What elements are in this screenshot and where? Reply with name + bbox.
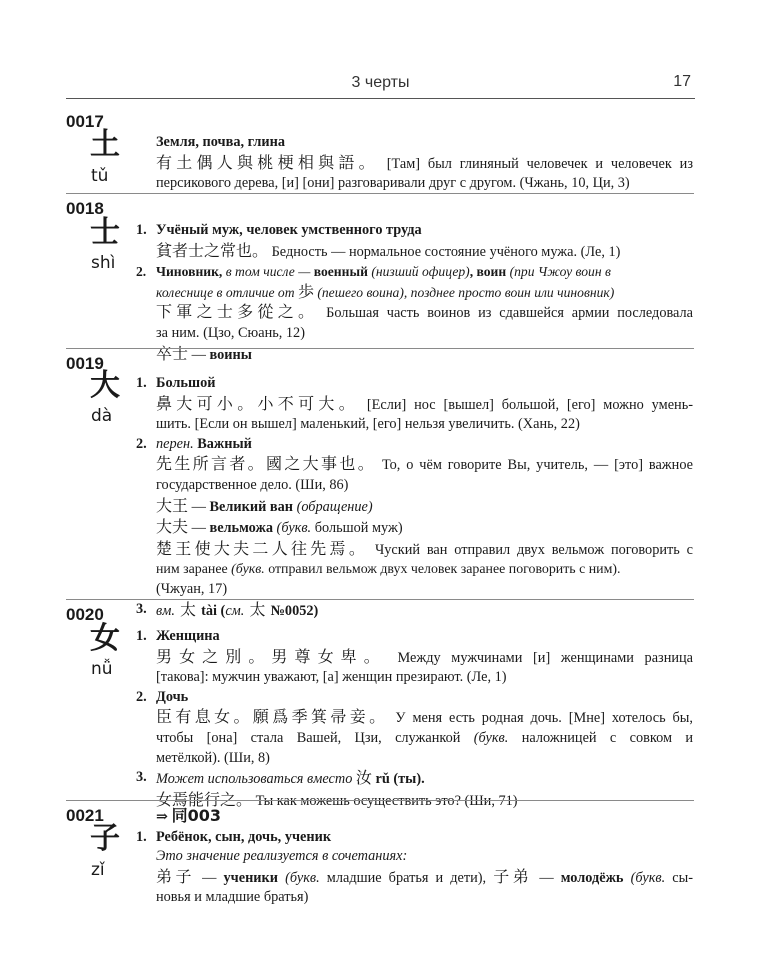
headword-pinyin: shì [91, 253, 116, 273]
entry-divider [66, 348, 694, 349]
entry-divider [66, 800, 694, 801]
example-translation: Большая часть воинов из сдавшейся армии последовала [326, 305, 693, 322]
sense-1 [136, 627, 693, 647]
compound-meaning: вельможа [209, 520, 273, 537]
example-line [156, 454, 693, 476]
sense-marker: 3. [136, 600, 147, 617]
definition-chinese: 太 [174, 599, 202, 619]
example-translation-cont: персикового дерева, [и] [они] разговаривали друг с другом. (Чжань, 10, Ци, 3) [156, 175, 630, 192]
example-translation-cont: [такова]: мужчин уважают, [а] женщин презирают. (Ле, 1) [156, 669, 507, 686]
text: ним заранее [156, 562, 232, 578]
sense-marker: 3. [136, 769, 147, 786]
example-source: (Чжуан, 17) [156, 580, 228, 597]
dash: — [188, 498, 210, 515]
sense-marker: 1. [136, 828, 147, 845]
compound-note: младшие братья и дети), [319, 869, 494, 886]
header-rule [66, 98, 695, 99]
entry-divider [66, 599, 694, 600]
cross-reference: 同003 [171, 806, 221, 825]
compound-line [156, 496, 693, 518]
compound-note: (обращение) [293, 498, 373, 515]
definition: Земля, почва, глина [156, 134, 286, 150]
example-chinese: 男女之別。男尊女卑。 [156, 646, 387, 666]
entry-number: 0018 [66, 199, 104, 218]
text: ( [216, 602, 226, 619]
definition-chinese: 汝 [355, 768, 372, 788]
text: наложницей с совком и [508, 729, 694, 746]
pinyin: tài [201, 602, 217, 619]
sense-1 [136, 828, 693, 848]
definition: Ребёнок, сын, дочь, ученик [156, 828, 332, 845]
example-translation: Чуский ван отправил двух вельмож поговорить с [374, 541, 693, 558]
example-translation-cont: метёлкой). (Ши, 8) [156, 749, 270, 766]
compound-note: сы- [665, 869, 693, 886]
example-chinese: 下軍之士多從之。 [156, 302, 319, 322]
definition: Важный [193, 435, 252, 452]
compound-note: большой муж) [311, 520, 403, 537]
example-line [156, 647, 693, 669]
headword-character: 子 [90, 822, 120, 855]
example-line [156, 707, 693, 729]
example-chinese: 貧者士之常也。 [156, 240, 269, 260]
definition-note: вм. [156, 602, 175, 619]
example-line [156, 539, 693, 561]
entry-number: 0017 [66, 112, 104, 131]
example-translation-cont [156, 560, 693, 580]
definition-chinese: 歩 [297, 281, 314, 301]
example-translation: Бедность — нормальное состояние учёного мужа. (Ле, 1) [271, 243, 621, 260]
definition-note: в том числе — [222, 264, 314, 280]
example-translation-cont: за ним. (Цзо, Сюань, 12) [156, 324, 305, 341]
headword-pinyin: zǐ [91, 860, 105, 880]
entry-divider [66, 193, 694, 194]
compound-line [156, 867, 693, 889]
entry-number: 0020 [66, 605, 104, 624]
compound-note: (букв. [278, 869, 320, 886]
definition-part: , воин [469, 264, 510, 280]
example-translation-cont: государственное дело. (Ши, 86) [156, 476, 349, 493]
example-line [156, 153, 693, 175]
cross-reference-line [156, 806, 693, 828]
usage-note: Это значение реализуется в сочетаниях: [156, 848, 408, 865]
pinyin: rǔ [371, 771, 390, 788]
text-italic: (букв. [473, 729, 509, 746]
entry-body [156, 133, 693, 194]
sense-marker: 1. [136, 222, 147, 238]
example-chinese: 女焉能行之。 [156, 789, 253, 809]
compound-line [156, 517, 693, 539]
definition: (ты). [389, 771, 425, 788]
definition: Женщина [156, 628, 220, 644]
entry-body [136, 374, 693, 621]
headword-character: 士 [90, 216, 120, 249]
example-line [156, 394, 693, 416]
example-chinese: 先生所言者。國之大事也。 [156, 454, 377, 474]
sense-3 [136, 599, 693, 622]
sense-1 [136, 221, 693, 241]
example-line [156, 302, 693, 324]
compound-chinese: 弟子 [156, 866, 196, 886]
definition: Большой [156, 375, 216, 391]
headword-pinyin: dà [91, 406, 113, 426]
example-chinese: 臣有息女。願爲季箕帚妾。 [156, 707, 389, 727]
definition-note: см. [225, 602, 245, 619]
entry-body [136, 221, 693, 365]
example-line [156, 241, 693, 263]
definition: Дочь [156, 688, 189, 705]
text: отправил вельмож двух человек заранее поговорить с ним). [264, 562, 621, 578]
definition: Учёный муж, человек умственного труда [156, 222, 422, 238]
sense-marker: 2. [136, 435, 147, 452]
sense-1 [136, 374, 693, 394]
compound-chinese: 大夫 [156, 517, 189, 537]
arrow-icon: ⇒ [156, 809, 172, 825]
text-italic: (букв. [231, 562, 265, 578]
sense-2 [136, 262, 693, 282]
page-number: 17 [673, 73, 691, 90]
entry-body [136, 627, 694, 811]
sense-3 [136, 768, 693, 790]
dash: — [188, 346, 210, 363]
dash: — [532, 869, 561, 886]
definition-note: (низший офицер) [367, 264, 470, 280]
dash: — [188, 520, 210, 537]
running-header-title: 3 черты [351, 74, 410, 91]
compound-meaning: Великий ван [209, 498, 294, 515]
definition-part: военный [313, 264, 368, 280]
example-chinese: 鼻大可小。小不可大。 [156, 393, 359, 413]
definition-note-cont [156, 282, 693, 303]
compound-meaning: воины [209, 346, 252, 363]
headword-character: 大 [90, 369, 120, 402]
example-translation: [Если] нос [вышел] большой, [его] можно умень- [366, 396, 693, 413]
example-translation-cont: шить. [Если он вышел] маленький, [его] нельзя увеличить. (Хань, 22) [156, 416, 580, 433]
definition-note: колеснице в отличие от [156, 284, 298, 300]
definition-note: Может использоваться вместо [156, 771, 356, 788]
dash: — [195, 869, 224, 886]
headword-character: 女 [90, 622, 120, 655]
definition-chinese: 太 [244, 599, 271, 619]
entry-number: 0019 [66, 354, 104, 373]
example-translation: У меня есть родная дочь. [Мне] хотелось бы, [395, 710, 693, 727]
compound-line [156, 344, 693, 366]
text: чтобы [она] стала Вашей, Цзи, служанкой [156, 729, 474, 746]
definition-note: (пешего воина), позднее просто воин или чиновник) [313, 284, 615, 300]
definition-note: перен. [156, 435, 194, 452]
headword-pinyin: nǚ [91, 659, 113, 679]
example-translation: То, о чём говорите Вы, учитель, — [это] важное [381, 457, 693, 474]
compound-note-cont: новья и младшие братья) [156, 889, 309, 906]
headword-pinyin: tǔ [91, 166, 109, 186]
cross-reference: №0052) [270, 602, 319, 619]
sense-marker: 1. [136, 628, 147, 644]
example-translation: Между мужчинами [и] женщинами разница [397, 649, 693, 666]
compound-meaning: ученики [223, 869, 279, 886]
compound-meaning: молодёжь [560, 869, 624, 886]
headword-character: 土 [90, 128, 120, 161]
example-translation: Ты как можешь осуществить это? (Ши, 71) [255, 792, 518, 809]
compound-note: (букв. [272, 520, 312, 537]
entry-body [136, 806, 693, 908]
sense-marker: 1. [136, 375, 147, 391]
definition-note: (при Чжоу воин в [509, 264, 611, 280]
entry-number: 0021 [66, 806, 104, 825]
compound-chinese: 大王 [156, 495, 189, 515]
compound-chinese: 子弟 [493, 866, 533, 886]
example-translation: [Там] был глиняный человечек и человечек из [386, 155, 693, 172]
compound-chinese: 卒士 [156, 343, 189, 363]
sense-2 [136, 435, 693, 455]
compound-note: (букв. [623, 869, 666, 886]
example-chinese: 楚王使大夫二人往先焉。 [156, 538, 369, 558]
example-chinese: 有土偶人與桃梗相與語。 [156, 152, 379, 172]
example-translation-cont [156, 729, 693, 749]
sense-marker: 2. [136, 264, 147, 280]
sense-2 [136, 688, 693, 708]
sense-marker: 2. [136, 688, 147, 705]
definition-part: Чиновник, [156, 264, 223, 280]
